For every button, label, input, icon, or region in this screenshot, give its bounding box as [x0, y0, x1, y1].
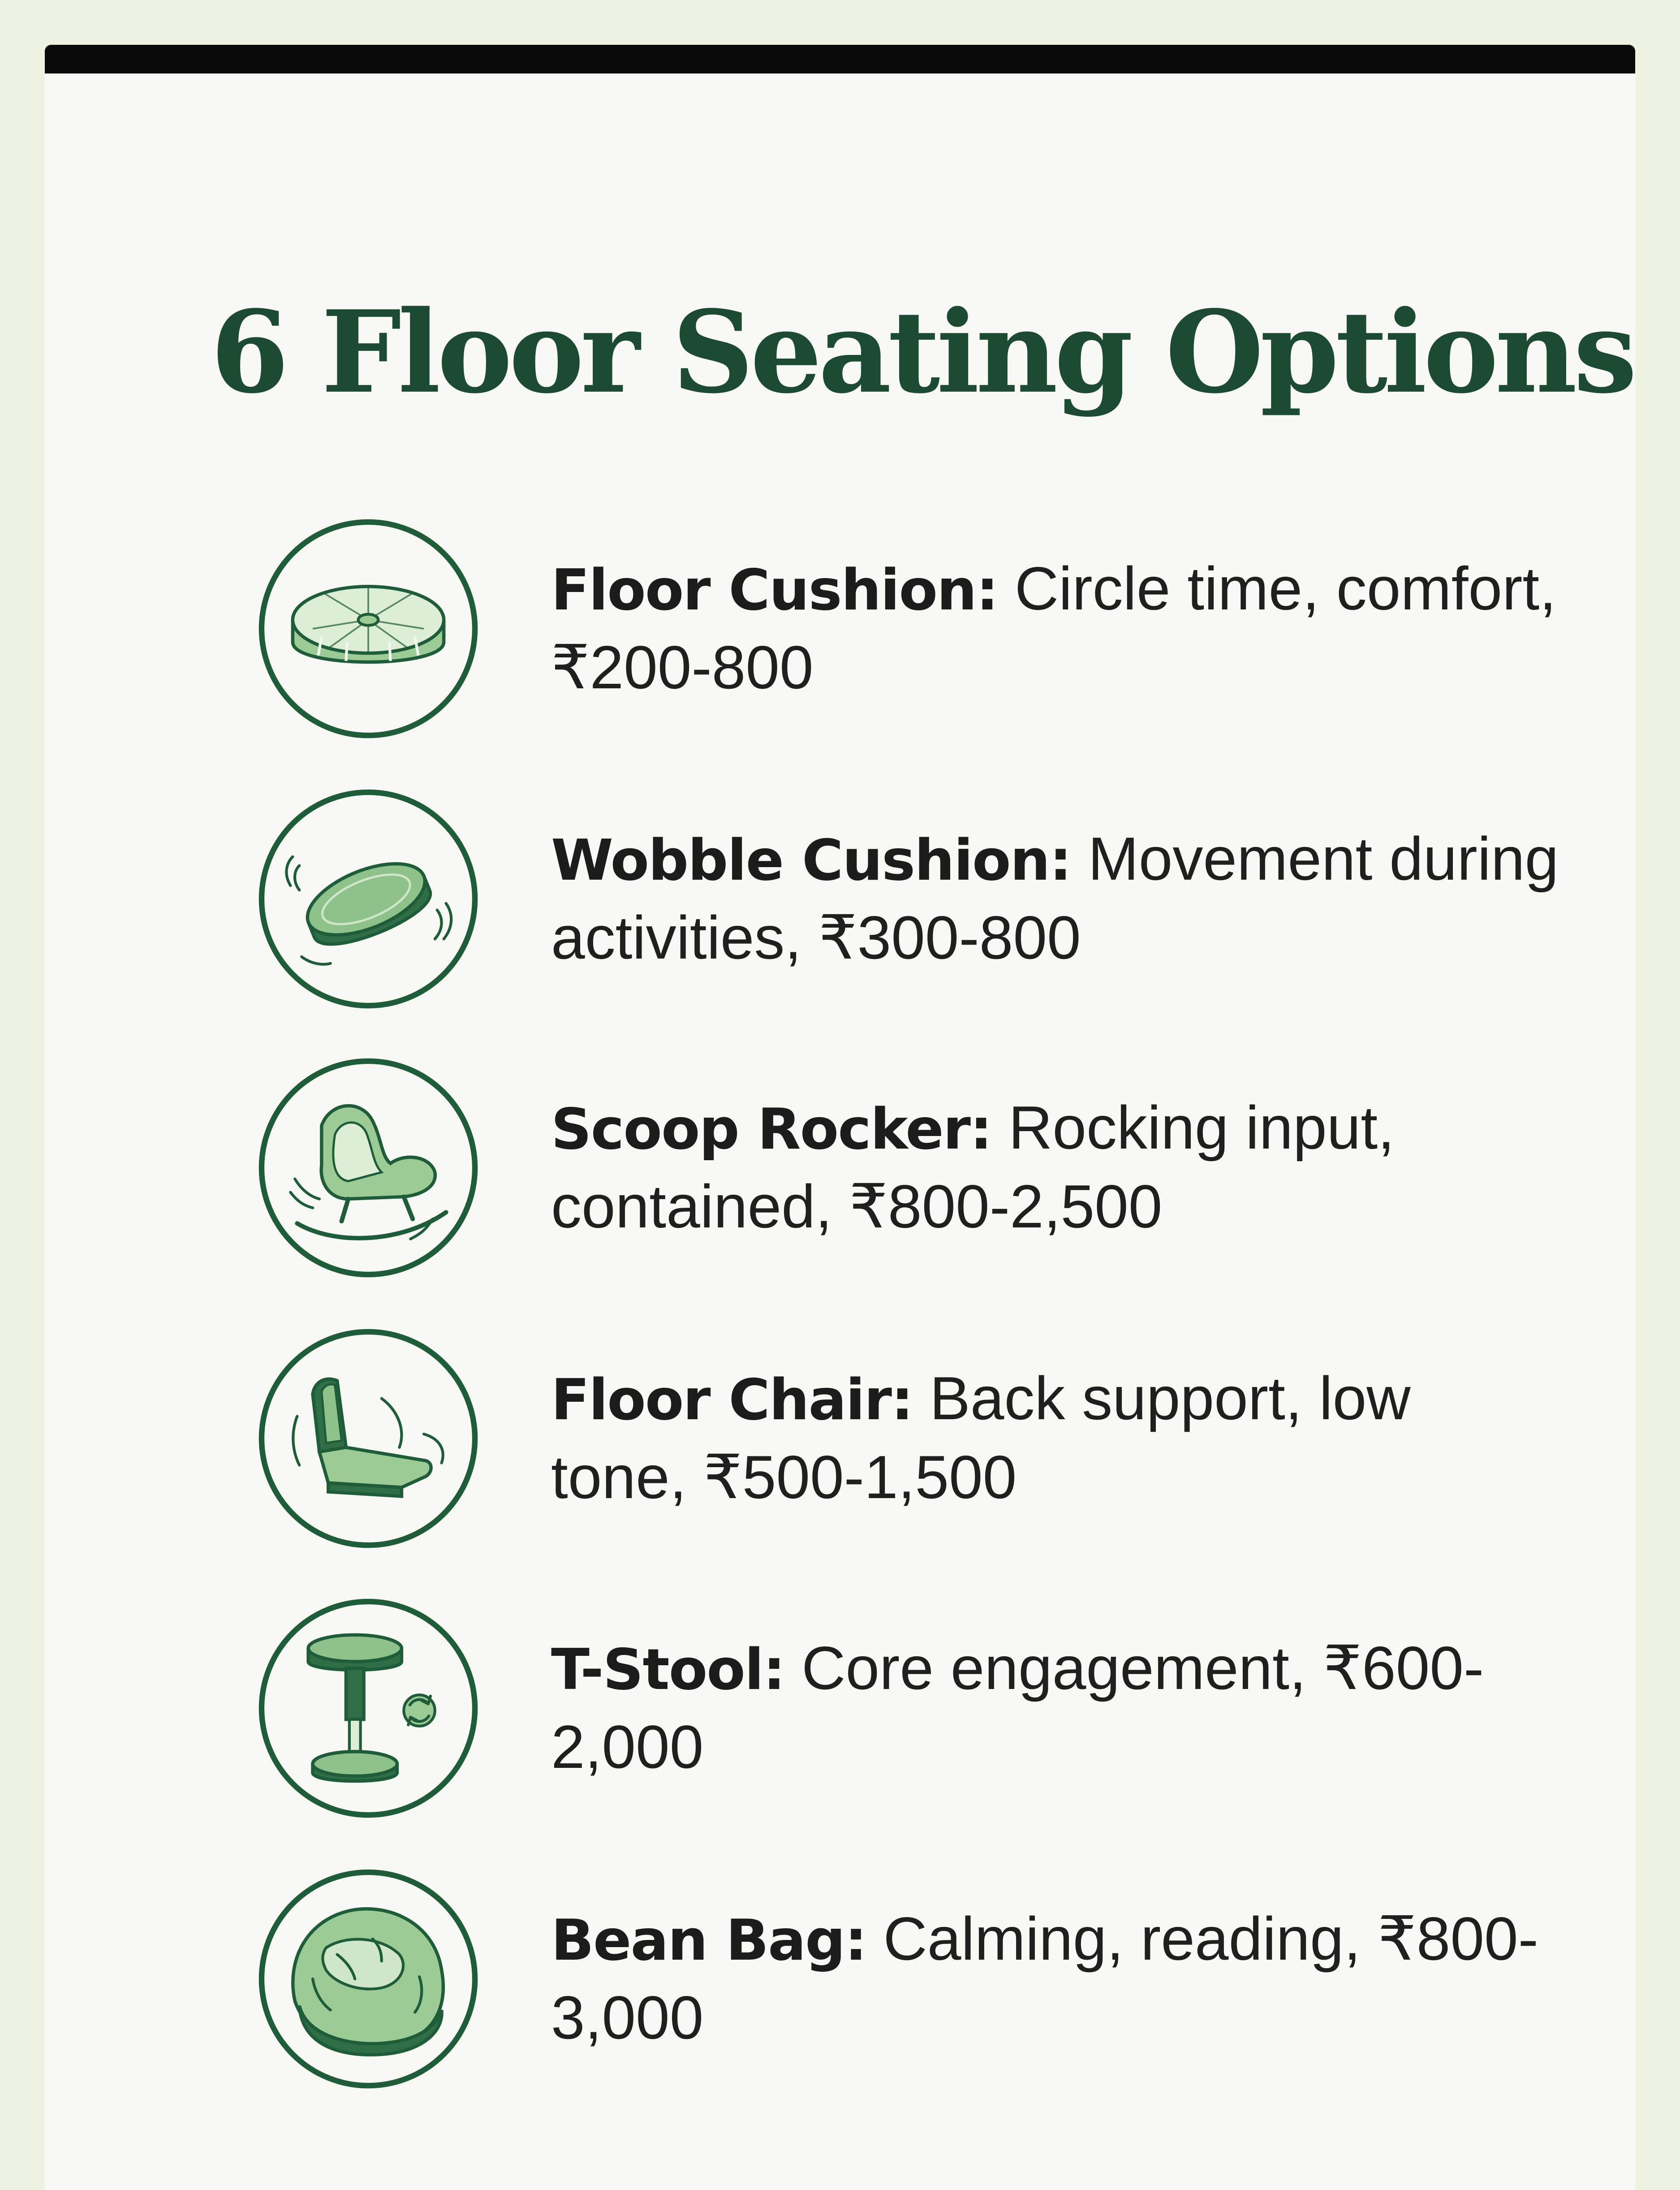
- list-item-floor-chair: [211, 1327, 1555, 1560]
- item-name: Wobble Cushion:: [551, 827, 1071, 893]
- item-description: Movement during activities, ₹300-800: [551, 825, 1559, 972]
- item-description: Rocking input, contained, ₹800-2,500: [551, 1093, 1395, 1240]
- list-item-scoop-rocker: [211, 1057, 1555, 1290]
- floor-chair-icon: [257, 1327, 479, 1550]
- item-name: Floor Chair:: [551, 1367, 913, 1433]
- scoop-rocker-icon: [257, 1057, 479, 1279]
- list-item-bean-bag: [211, 1868, 1555, 2101]
- wobble-cushion-icon: [257, 788, 479, 1010]
- infographic-card: [45, 45, 1635, 2190]
- list-item-wobble-cushion: [211, 788, 1559, 1021]
- floor-cushion-icon: [257, 518, 479, 740]
- item-name: T-Stool:: [551, 1637, 785, 1702]
- bean-bag-icon: [257, 1868, 479, 2090]
- item-description: Back support, low tone, ₹500-1,500: [551, 1364, 1411, 1511]
- item-description: Circle time, comfort, ₹200-800: [551, 554, 1556, 701]
- list-item-floor-cushion: [211, 518, 1555, 751]
- item-name: Bean Bag:: [551, 1907, 866, 1973]
- item-description: Core engagement, ₹600-2,000: [551, 1634, 1484, 1781]
- item-name: Scoop Rocker:: [551, 1096, 992, 1162]
- page-title: 6 Floor Seating Options: [211, 286, 1634, 419]
- item-description: Calming, reading, ₹800-3,000: [551, 1905, 1538, 2052]
- list-item-t-stool: [211, 1597, 1555, 1830]
- top-bar: [45, 45, 1635, 73]
- t-stool-icon: [257, 1597, 479, 1819]
- item-name: Floor Cushion:: [551, 557, 998, 623]
